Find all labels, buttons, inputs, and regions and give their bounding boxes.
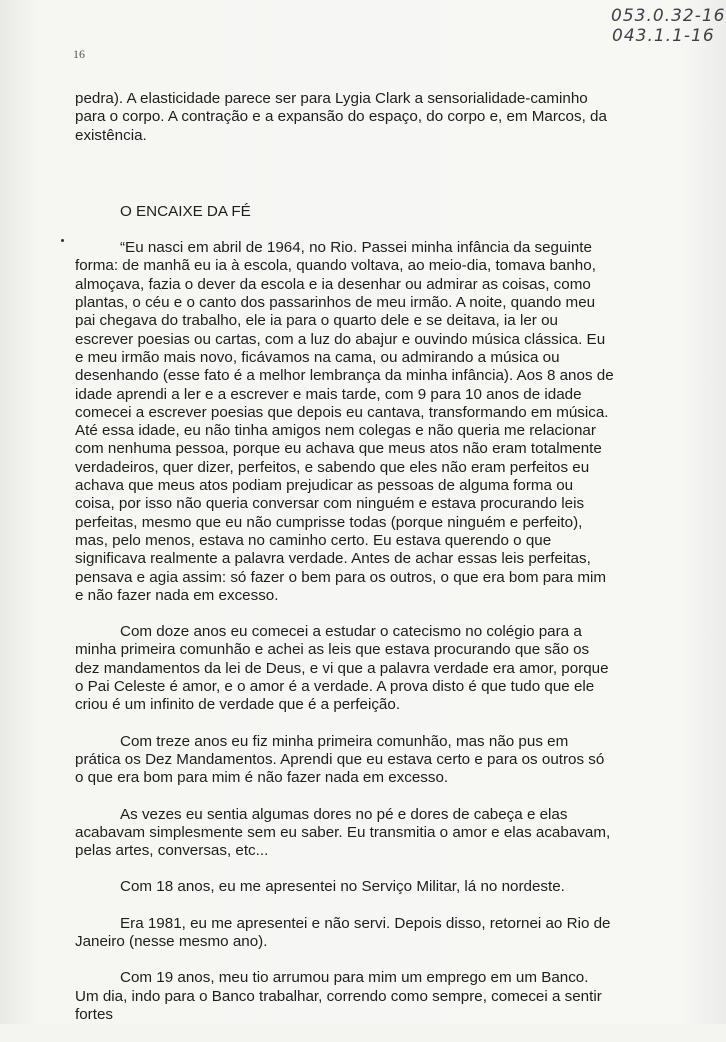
paragraph-5: Com 18 anos, eu me apresentei no Serviço Militar, lá no nordeste.: [120, 878, 565, 896]
pen-mark-dot: [61, 239, 64, 242]
paragraph-6: Era 1981, eu me apresentei e não servi. Depois disso, retornei ao Rio de Janeiro (nesse mesmo ano).: [75, 914, 611, 950]
intro-paragraph: pedra). A elasticidade parece ser para Lygia Clark a sensorialidade-caminho para o corpo. A contração e a expansão do espaço, do corpo e, em Marcos, da existência.: [75, 90, 607, 144]
paragraph-1: “Eu nasci em abril de 1964, no Rio. Passei minha infância da seguinte forma: de manhã eu ia à escola, quando voltava, ao meio-dia, tomava banho, almoçava, fazia o dever da escola e ia desenhar ou admirar as coisas, como plantas, o céu e o canto dos passarinhos de meu irmão. A noite, quando meu pai chegava do trabalho, ele ia para o quarto dele e se deitava, ia ler ou escrever poesias ou cartas, com a luz do abajur e ouvindo música clássica. Eu e meu irmão mais novo, ficávamos na cama, ou admirando a música ou desenhando (esse fato é a melhor lembrança da minha infância). Aos 8 anos de idade aprendi a ler e a escrever e mais tarde, com 9 para 10 anos de idade comecei a escrever poesias que depois eu cantava, transformando em música. Até essa idade, eu não tinha amigos nem colegas e não queria me relacionar com nenhuma pessoa, porque eu achava que meus atos não eram totalmente verdadeiros, quer dizer, perfeitos, e sabendo que eles não eram perfeitos eu achava que meus atos podiam prejudicar as pessoas de alguma forma ou coisa, por isso não queria conversar com ninguém e estava procurando leis perfeitas, mesmo que eu não cumprisse todas (porque ninguém e perfeito), mas, pelo menos, estava no caminho certo. Eu estava querendo o que significava realmente a palavra verdade. Antes de achar essas leis perfeitas, pensava e agia assim: só fazer o bem para os outros, o que era bom para mim e não fazer nada em excesso.: [75, 239, 614, 604]
section-title: O ENCAIXE DA FÉ: [120, 202, 251, 220]
document-body: [75, 90, 615, 1042]
page-number: 16: [73, 47, 85, 61]
archive-code-handwritten-secondary: 043.1.1-16: [612, 26, 715, 46]
paragraph-3: Com treze anos eu fiz minha primeira comunhão, mas não pus em prática os Dez Mandamentos. Aprendi que eu estava certo e para os outros só o que era bom para mim é não fazer nada em excesso.: [75, 732, 605, 787]
archive-code-handwritten: 053.0.32-16: [611, 6, 726, 26]
paragraph-2: Com doze anos eu comecei a estudar o catecismo no colégio para a minha primeira comunhão e achei as leis que estava procurando que são os dez mandamentos da lei de Deus, e vi que a palavra verdade era amor, porque o Pai Celeste é amor, e o amor é a verdade. A prova disto é que tudo que ele criou é um infinito de verdade que é a perfeição.: [75, 623, 609, 714]
paragraph-7: Com 19 anos, meu tio arrumou para mim um emprego em um Banco. Um dia, indo para o Banco trabalhar, correndo como sempre, comecei a sentir fortes: [75, 969, 602, 1023]
paragraph-4: As vezes eu sentia algumas dores no pé e dores de cabeça e elas acabavam simplesmente sem eu saber. Eu transmitia o amor e elas acabavam, pelas artes, conversas, etc...: [75, 805, 611, 860]
